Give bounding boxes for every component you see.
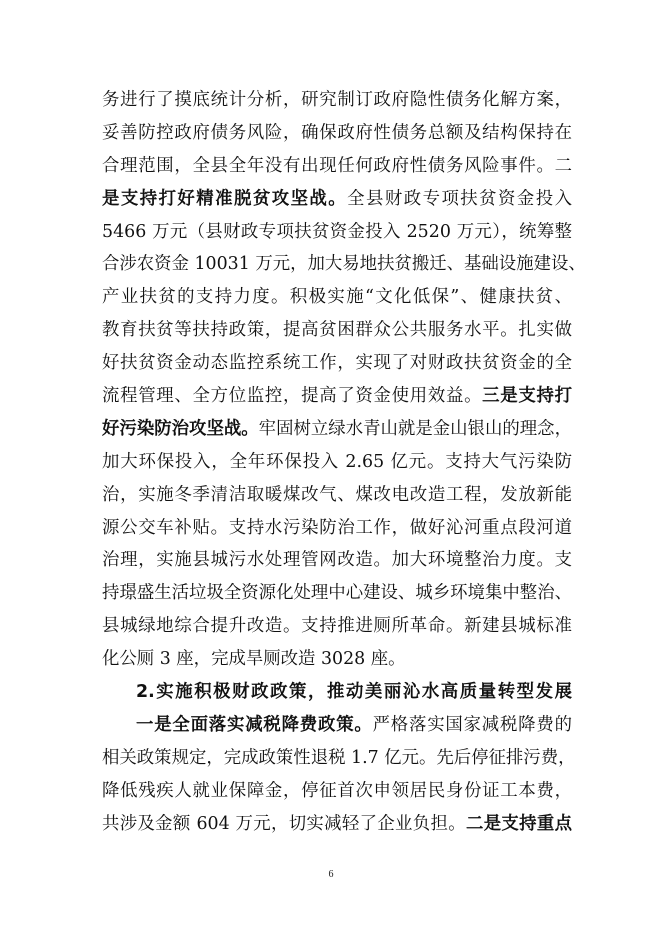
text-line [102,512,572,545]
bold-phrase: 一是全面落实减税降费政策。 [136,714,373,735]
text-line [102,577,572,610]
text-run: 治，实施冬季清洁取暖煤改气、煤改电改造工程，发放新能 [102,484,572,505]
text-line [102,446,572,479]
text-line [102,544,572,577]
text-run: 牢固树立绿水青山就是金山银山的理念， [258,418,572,439]
text-run: 产业扶贫的支持力度。积极实施“文化低保”、健康扶贫、 [102,287,572,308]
text-run: 化公厕 3 座，完成旱厕改造 3028 座。 [102,649,406,670]
text-run: 共涉及金额 604 万元，切实减轻了企业负担。 [102,813,466,834]
text-line [102,117,572,150]
text-run: 持璟盛生活垃圾全资源化处理中心建设、城乡环境集中整治、 [102,583,572,604]
bold-phrase: 2.实施积极财政政策，推动美丽沁水高质量转型发展 [136,682,572,703]
text-run: 相关政策规定，完成政策性退税 1.7 亿元。先后停征排污费， [102,747,576,768]
text-run: 降低残疾人就业保障金，停征首次申领居民身份证工本费， [102,780,572,801]
bold-phrase: 二是支持重点 [465,813,572,834]
text-line [102,808,572,841]
text-line [102,413,572,446]
text-run: 好扶贫资金动态监控系统工作，实现了对财政扶贫资金的全 [102,353,572,374]
text-run: 严格落实国家减税降费的 [372,714,572,735]
text-line [102,643,572,676]
text-run: 教育扶贫等扶持政策，提高贫困群众公共服务水平。扎实做 [102,320,572,341]
text-line [102,347,572,380]
text-run: 治理，实施县城污水处理管网改造。加大环境整治力度。支 [102,550,572,571]
text-run: 县城绿地综合提升改造。支持推进厕所革命。新建县城标准 [102,616,572,637]
text-line [102,314,572,347]
section-heading [102,676,572,709]
text-run: 流程管理、全方位监控，提高了资金使用效益。 [102,386,483,407]
text-line [102,742,576,775]
text-line [102,150,572,183]
text-line [102,479,572,512]
bold-phrase: 三是支持打 [482,386,572,407]
text-line [102,248,586,281]
text-run: 加大环保投入，全年环保投入 2.65 亿元。支持大气污染防 [102,451,572,472]
text-line [102,610,572,643]
text-line [102,84,572,117]
text-run: 合涉农资金 10031 万元，加大易地扶贫搬迁、基础设施建设、 [102,254,586,275]
text-line [102,380,572,413]
text-line [102,709,572,742]
text-run: 5466 万元（县财政专项扶贫资金投入 2520 万元），统筹整 [102,221,572,242]
text-run: 务进行了摸底统计分析，研究制订政府隐性债务化解方案， [102,90,572,110]
body-text [102,84,586,840]
text-run: 妥善防控政府债务风险，确保政府性债务总额及结构保持在 [102,122,572,143]
text-run: 全县财政专项扶贫资金投入 [347,188,572,209]
text-run: 合理范围，全县全年没有出现任何政府性债务风险事件。二 [102,155,572,176]
text-line [102,281,572,314]
bold-phrase: 是支持打好精准脱贫攻坚战。 [102,188,348,209]
text-line [102,183,572,216]
text-line [102,775,572,808]
bold-phrase: 好污染防治攻坚战。 [102,418,259,439]
text-line [102,216,572,249]
page-number: 6 [328,869,334,880]
text-run: 源公交车补贴。支持水污染防治工作，做好沁河重点段河道 [102,517,572,538]
